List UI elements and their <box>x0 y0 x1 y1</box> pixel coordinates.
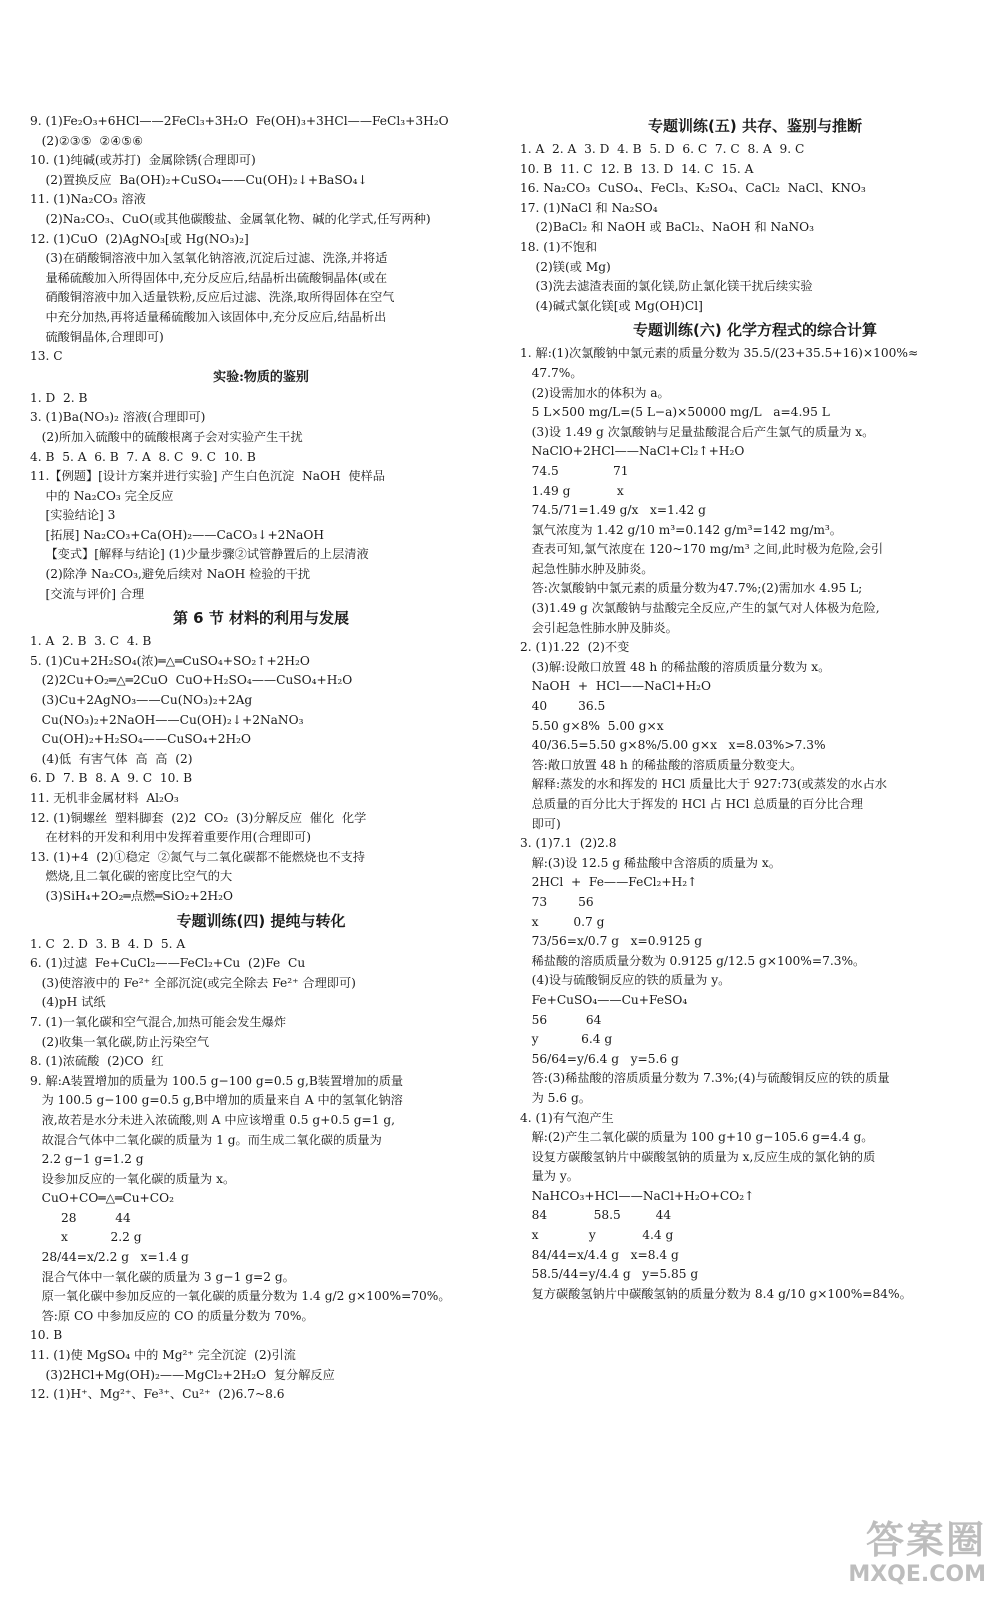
answer-line: (2)所加入硫酸中的硫酸根离子会对实验产生干扰 <box>30 429 303 444</box>
answer-line: 中充分加热,再将适量稀硫酸加入该固体中,充分反应后,结晶析出 <box>30 309 387 324</box>
answer-line: 解:(3)设 12.5 g 稀盐酸中含溶质的质量为 x。 <box>520 855 781 870</box>
answer-line: (3)SiH₄+2O₂═点燃═SiO₂+2H₂O <box>30 888 234 903</box>
answer-line: 解释:蒸发的水和挥发的 HCl 质量比大于 927:73(或蒸发的水占水 <box>520 777 887 792</box>
section-heading: 专题训练(六) 化学方程式的综合计算 <box>633 321 877 340</box>
answer-line: 氯气浓度为 1.42 g/10 m³=0.142 g/m³=142 mg/m³。 <box>520 522 842 537</box>
answer-line: y 6.4 g <box>520 1032 613 1047</box>
answer-line: 2. (1)1.22 (2)不变 <box>520 640 630 655</box>
answer-line: (3)解:设敞口放置 48 h 的稀盐酸的溶质质量分数为 x。 <box>520 659 831 674</box>
answer-line: 56/64=y/6.4 g y=5.6 g <box>520 1051 679 1066</box>
answer-line: (2)2Cu+O₂═△═2CuO CuO+H₂SO₄——CuSO₄+H₂O <box>30 673 353 688</box>
answer-line: NaOH + HCl——NaCl+H₂O <box>520 679 711 694</box>
answer-line: 解:(2)产生二氧化碳的质量为 100 g+10 g−105.6 g=4.4 g。 <box>520 1130 874 1145</box>
answer-line: 设参加反应的一氧化碳的质量为 x。 <box>30 1171 236 1186</box>
answer-line: (2)镁(或 Mg) <box>520 259 611 274</box>
answer-line: 9. 解:A装置增加的质量为 100.5 g−100 g=0.5 g,B装置增加的质量 <box>30 1073 404 1088</box>
answer-line: 中的 Na₂CO₃ 完全反应 <box>30 488 174 503</box>
answer-line: 会引起急性肺水肿及肺炎。 <box>520 620 678 635</box>
left-column <box>30 112 492 1405</box>
answer-line: 6. (1)过滤 Fe+CuCl₂——FeCl₂+Cu (2)Fe Cu <box>30 956 306 971</box>
answer-line: 在材料的开发和利用中发挥着重要作用(合理即可) <box>30 830 311 845</box>
answer-line: 6. D 7. B 8. A 9. C 10. B <box>30 771 193 786</box>
answer-line: 47.7%。 <box>520 365 583 380</box>
section-heading: 专题训练(五) 共存、鉴别与推断 <box>648 117 862 135</box>
answer-line: 起急性肺水肿及肺炎。 <box>520 561 654 576</box>
answer-line: 1. D 2. B <box>30 390 88 405</box>
answer-line: 复方碳酸氢钠片中碳酸氢钠的质量分数为 8.4 g/10 g×100%=84%。 <box>520 1286 912 1301</box>
answer-line: NaHCO₃+HCl——NaCl+H₂O+CO₂↑ <box>520 1188 755 1203</box>
answer-line: CuO+CO═△═Cu+CO₂ <box>30 1191 174 1206</box>
answer-line: 10. (1)纯碱(或苏打) 金属除锈(合理即可) <box>30 153 256 168</box>
answer-line: Fe+CuSO₄——Cu+FeSO₄ <box>520 992 688 1007</box>
answer-line: 7. (1)一氧化碳和空气混合,加热可能会发生爆炸 <box>30 1014 287 1029</box>
right-column <box>520 112 990 1304</box>
answer-line: 4. B 5. A 6. B 7. A 8. C 9. C 10. B <box>30 449 256 464</box>
answer-line: 12. (1)铜螺丝 塑料脚套 (2)2 CO₂ (3)分解反应 催化 化学 <box>30 810 367 825</box>
answer-line: (4)pH 试纸 <box>30 995 106 1010</box>
answer-line: [拓展] Na₂CO₃+Ca(OH)₂——CaCO₃↓+2NaOH <box>30 527 324 542</box>
section-heading: 第 6 节 材料的利用与发展 <box>172 609 350 628</box>
answer-line: 量稀硫酸加入所得固体中,充分反应后,结晶析出硫酸铜晶体(或在 <box>30 270 388 285</box>
subsection-heading: 实验:物质的鉴别 <box>213 369 309 385</box>
answer-line: 12. (1)CuO (2)AgNO₃[或 Hg(NO₃)₂] <box>30 231 249 246</box>
answer-line: 11. 无机非金属材料 Al₂O₃ <box>30 791 179 805</box>
answer-line: 2.2 g−1 g=1.2 g <box>30 1152 144 1167</box>
answer-line: 3. (1)7.1 (2)2.8 <box>520 836 617 851</box>
answer-line: 56 64 <box>520 1012 602 1027</box>
answer-line: 74.5 71 <box>520 463 629 478</box>
answer-line: 原一氧化碳中参加反应的一氧化碳的质量分数为 1.4 g/2 g×100%=70%。 <box>30 1289 451 1304</box>
answer-line: 稀盐酸的溶质质量分数为 0.9125 g/12.5 g×100%=7.3%。 <box>520 953 866 968</box>
watermark-url: MXQE.COM <box>848 1562 986 1587</box>
answer-line: 1. 解:(1)次氯酸钠中氯元素的质量分数为 35.5/(23+35.5+16)×100%≈ <box>520 346 919 361</box>
answer-line: 5 L×500 mg/L=(5 L−a)×50000 mg/L a=4.95 L <box>520 405 830 420</box>
answer-line: (2)收集一氧化碳,防止污染空气 <box>30 1034 210 1049</box>
answer-line: 混合气体中一氧化碳的质量为 3 g−1 g=2 g。 <box>30 1269 295 1284</box>
answer-line: (4)碱式氯化镁[或 Mg(OH)Cl] <box>520 298 703 313</box>
answer-line: 28/44=x/2.2 g x=1.4 g <box>30 1250 189 1265</box>
answer-line: [实验结论] 3 <box>30 508 116 523</box>
answer-line: 11.【例题】[设计方案并进行实验] 产生白色沉淀 NaOH 使样品 <box>30 469 385 484</box>
answer-line: 答:次氯酸钠中氯元素的质量分数为47.7%;(2)需加水 4.95 L; <box>520 581 863 596</box>
answer-line: 燃烧,且二氧化碳的密度比空气的大 <box>30 869 233 884</box>
answer-line: 1.49 g x <box>520 483 624 498</box>
answer-line: 5. (1)Cu+2H₂SO₄(浓)═△═CuSO₄+SO₂↑+2H₂O <box>30 653 310 668</box>
answer-line: 1. A 2. B 3. C 4. B <box>30 634 152 649</box>
answer-line: 9. (1)Fe₂O₃+6HCl——2FeCl₃+3H₂O Fe(OH)₃+3HCl——FeCl₃+3H₂O <box>30 114 449 128</box>
answer-line: 【变式】[解释与结论] (1)少量步骤②试管静置后的上层清液 <box>30 547 369 562</box>
answer-line: 答:敞口放置 48 h 的稀盐酸的溶质质量分数变大。 <box>520 757 803 772</box>
section-heading: 专题训练(四) 提纯与转化 <box>176 911 346 930</box>
answer-line: 量为 y。 <box>520 1169 579 1184</box>
answer-line: (4)设与硫酸铜反应的铁的质量为 y。 <box>520 973 731 988</box>
answer-line: 84/44=x/4.4 g x=8.4 g <box>520 1247 679 1262</box>
answer-line: 74.5/71=1.49 g/x x=1.42 g <box>520 503 706 518</box>
answer-line: (2)置换反应 Ba(OH)₂+CuSO₄——Cu(OH)₂↓+BaSO₄↓ <box>30 172 368 187</box>
answer-line: NaClO+2HCl——NaCl+Cl₂↑+H₂O <box>520 444 745 459</box>
answer-line: 73 56 <box>520 894 594 909</box>
answer-line: 17. (1)NaCl 和 Na₂SO₄ <box>520 200 658 215</box>
answer-line: 11. (1)Na₂CO₃ 溶液 <box>30 192 146 207</box>
answer-line: x y 4.4 g <box>520 1228 674 1243</box>
answer-line: (3)在硝酸铜溶液中加入氢氧化钠溶液,沉淀后过滤、洗涤,并将适 <box>30 251 388 266</box>
answer-line: 13. (1)+4 (2)①稳定 ②氮气与二氧化碳都不能燃烧也不支持 <box>30 849 365 864</box>
answer-line: 设复方碳酸氢钠片中碳酸氢钠的质量为 x,反应生成的氯化钠的质 <box>520 1149 876 1164</box>
answer-line: (3)设 1.49 g 次氯酸钠与足量盐酸混合后产生氯气的质量为 x。 <box>520 424 875 439</box>
answer-line: (3)1.49 g 次氯酸钠与盐酸完全反应,产生的氯气对人体极为危险, <box>520 601 880 616</box>
answer-line: 为 5.6 g。 <box>520 1090 591 1105</box>
answer-line: (3)使溶液中的 Fe²⁺ 全部沉淀(或完全除去 Fe²⁺ 合理即可) <box>30 975 356 990</box>
answer-line: 16. Na₂CO₃ CuSO₄、FeCl₃、K₂SO₄、CaCl₂ NaCl、KNO₃ <box>520 181 866 196</box>
answer-line: (3)2HCl+Mg(OH)₂——MgCl₂+2H₂O 复分解反应 <box>30 1367 335 1382</box>
answer-line: 3. (1)Ba(NO₃)₂ 溶液(合理即可) <box>30 410 206 425</box>
answer-line: 11. (1)使 MgSO₄ 中的 Mg²⁺ 完全沉淀 (2)引流 <box>30 1348 296 1363</box>
answer-line: 10. B 11. C 12. B 13. D 14. C 15. A <box>520 161 754 176</box>
answer-line: 查表可知,氯气浓度在 120~170 mg/m³ 之间,此时极为危险,会引 <box>520 542 884 557</box>
answer-line: 13. C <box>30 349 63 364</box>
answer-line: 58.5/44=y/4.4 g y=5.85 g <box>520 1267 699 1282</box>
answer-line: 硫酸铜晶体,合理即可) <box>30 329 164 344</box>
answer-line: 40/36.5=5.50 g×8%/5.00 g×x x=8.03%>7.3% <box>520 738 826 753</box>
answer-line: 84 58.5 44 <box>520 1208 672 1223</box>
answer-line: x 2.2 g <box>30 1230 142 1245</box>
answer-line: 8. (1)浓硫酸 (2)CO 红 <box>30 1054 164 1069</box>
answer-line: (2)Na₂CO₃、CuO(或其他碳酸盐、金属氧化物、碱的化学式,任写两种) <box>30 211 431 226</box>
answer-line: 28 44 <box>30 1210 131 1225</box>
answer-line: 10. B <box>30 1328 63 1343</box>
answer-line: (2)BaCl₂ 和 NaOH 或 BaCl₂、NaOH 和 NaNO₃ <box>520 220 814 235</box>
answer-line: 12. (1)H⁺、Mg²⁺、Fe³⁺、Cu²⁺ (2)6.7~8.6 <box>30 1387 285 1402</box>
answer-line: (2)除净 Na₂CO₃,避免后续对 NaOH 检验的干扰 <box>30 567 311 582</box>
answer-line: 故混合气体中二氧化碳的质量为 1 g。而生成二氧化碳的质量为 <box>30 1132 382 1147</box>
answer-line: 液,故若是水分未进入浓硫酸,则 A 中应该增重 0.5 g+0.5 g=1 g, <box>30 1112 396 1127</box>
answer-line: Cu(OH)₂+H₂SO₄——CuSO₄+2H₂O <box>30 732 252 747</box>
answer-line: 答:原 CO 中参加反应的 CO 的质量分数为 70%。 <box>30 1308 314 1323</box>
answer-line: (2)②③⑤ ②④⑤⑥ <box>30 133 144 148</box>
answer-line: (3)洗去滤渣表面的氯化镁,防止氯化镁干扰后续实验 <box>520 279 813 294</box>
answer-line: 5.50 g×8% 5.00 g×x <box>520 718 664 733</box>
watermark-logo-text: 答案圈 <box>865 1518 986 1562</box>
answer-line: 1. C 2. D 3. B 4. D 5. A <box>30 936 186 951</box>
answer-line: Cu(NO₃)₂+2NaOH——Cu(OH)₂↓+2NaNO₃ <box>30 712 304 727</box>
answer-line: (3)Cu+2AgNO₃——Cu(NO₃)₂+2Ag <box>30 693 253 708</box>
answer-line: 18. (1)不饱和 <box>520 239 598 254</box>
answer-line: 40 36.5 <box>520 699 606 714</box>
answer-line: 答:(3)稀盐酸的溶质质量分数为 7.3%;(4)与硫酸铜反应的铁的质量 <box>520 1071 890 1086</box>
answer-line: [交流与评价] 合理 <box>30 586 145 601</box>
site-watermark <box>816 1518 986 1592</box>
answer-line: 2HCl + Fe——FeCl₂+H₂↑ <box>520 875 698 890</box>
answer-line: 1. A 2. A 3. D 4. B 5. D 6. C 7. C 8. A 9. C <box>520 142 805 156</box>
answer-line: 总质量的百分比大于挥发的 HCl 占 HCl 总质量的百分比合理 <box>520 797 863 811</box>
answer-line: (4)低 有害气体 高 高 (2) <box>30 751 193 766</box>
answer-line: 73/56=x/0.7 g x=0.9125 g <box>520 934 703 949</box>
answer-line: x 0.7 g <box>520 914 605 929</box>
answer-line: (2)设需加水的体积为 a。 <box>520 385 670 400</box>
answer-line: 即可) <box>520 816 561 831</box>
answer-line: 硝酸铜溶液中加入适量铁粉,反应后过滤、洗涤,取所得固体在空气 <box>30 290 395 305</box>
answer-line: 为 100.5 g−100 g=0.5 g,B中增加的质量来自 A 中的氢氧化钠溶 <box>30 1093 403 1108</box>
answer-line: 4. (1)有气泡产生 <box>520 1110 614 1125</box>
